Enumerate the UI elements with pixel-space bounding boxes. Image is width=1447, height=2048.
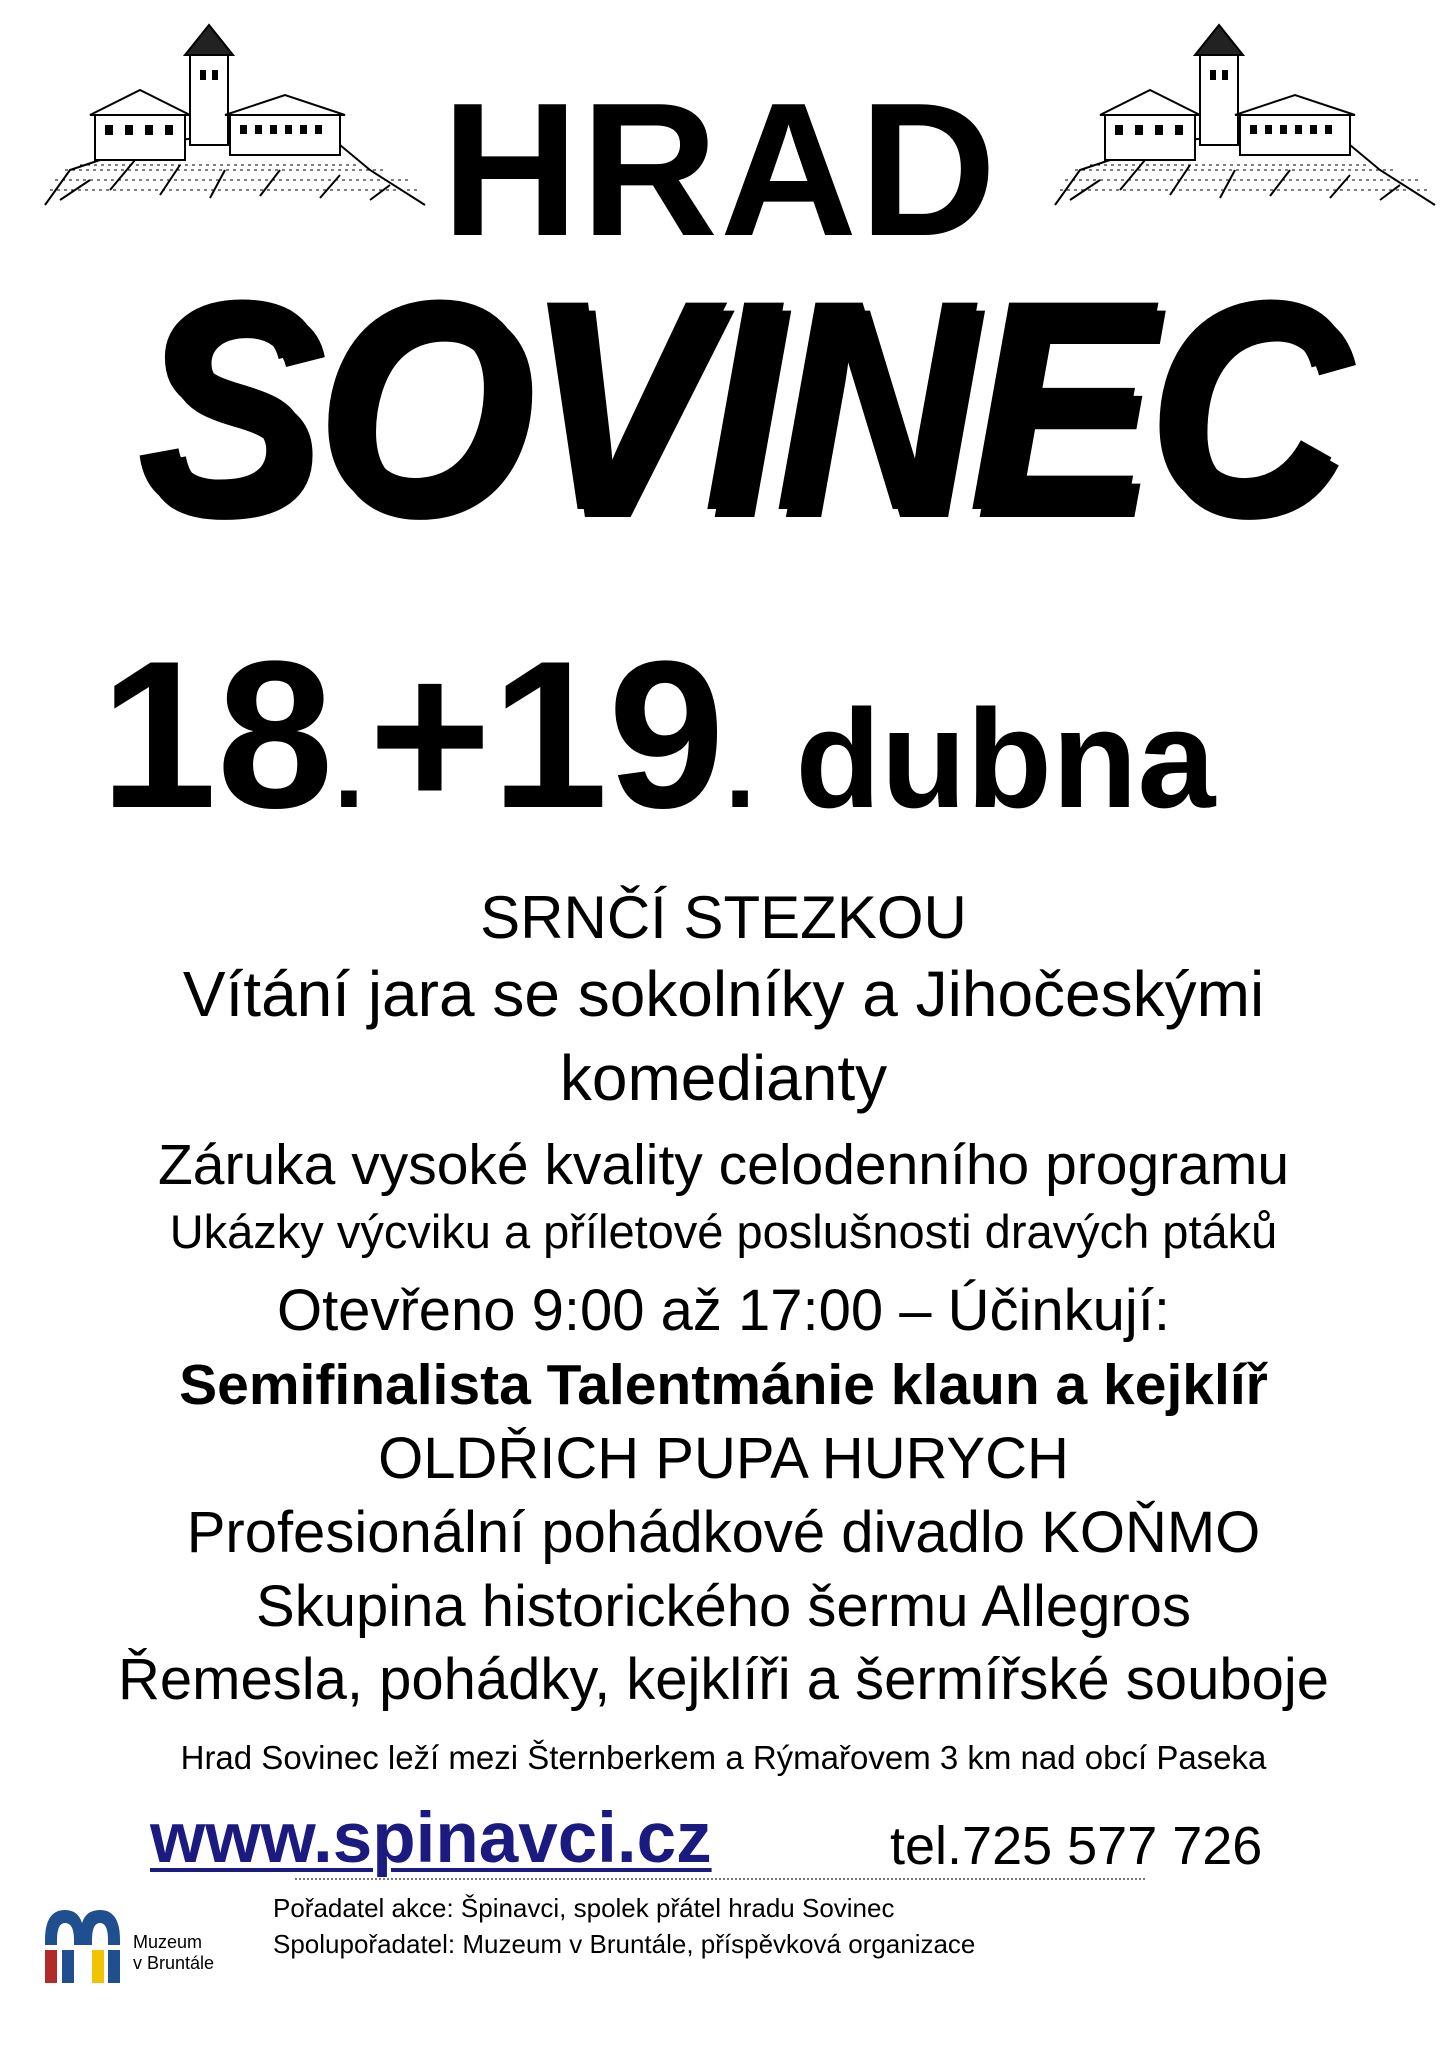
date-dot-1: . [333,708,365,831]
program-line-ukazky: Ukázky výcviku a příletové poslušnosti dravých ptáků [169,1205,1278,1258]
performer-divadlo: Profesionální pohádkové divadlo KOŇMO [186,1500,1261,1565]
castle-illustration-left [40,20,430,210]
date-plus: + [368,617,492,852]
organizer-main: Pořadatel akce: Špinavci, spolek přátel hradu Sovinec [273,1893,895,1923]
museum-name-line-1: Muzeum [133,1932,203,1952]
date-month: dubna [795,680,1216,837]
date-day-2: 19 [491,617,725,852]
program-line-komedianty: komedianty [559,1042,888,1114]
museum-name-line-2: v Bruntále [133,1952,215,1973]
museum-logo-icon [40,1905,125,1985]
performer-skupina: Skupina historického šermu Allegros [256,1574,1191,1639]
divider [295,1878,1145,1880]
date-day-1: 18 [100,617,334,852]
performer-semifinalista: Semifinalista Talentmánie klaun a kejklíř [179,1353,1268,1417]
opening-hours: Otevřeno 9:00 až 17:00 – Účinkují: [276,1278,1171,1343]
website-link[interactable]: www.spinavci.cz [150,1799,712,1878]
subtitle-srnci-stezkou: SRNČÍ STEZKOU [480,884,967,951]
program-line-zaruka: Záruka vysoké kvality celodenního programu [157,1133,1290,1197]
program-line-remesla: Řemesla, pohádky, kejklíři a šermířské souboje [118,1647,1329,1712]
organizer-co: Spolupořadatel: Muzeum v Bruntále, příspěvková organizace [273,1929,976,1959]
program-line-vitani: Vítání jara se sokolníky a Jihočeskými [182,958,1265,1030]
date-dot-2: . [724,708,756,831]
title-hrad: HRAD [441,64,999,276]
phone-number: tel.725 577 726 [890,1816,1263,1876]
museum-name [133,1932,214,1973]
title-sovinec: SOVINEC [136,237,1340,573]
event-date [100,617,1400,852]
castle-illustration-right [1050,20,1440,210]
performer-oldrich: OLDŘICH PUPA HURYCH [378,1426,1069,1491]
location-info: Hrad Sovinec leží mezi Šternberkem a Rýmařovem 3 km nad obcí Paseka [180,1739,1267,1776]
